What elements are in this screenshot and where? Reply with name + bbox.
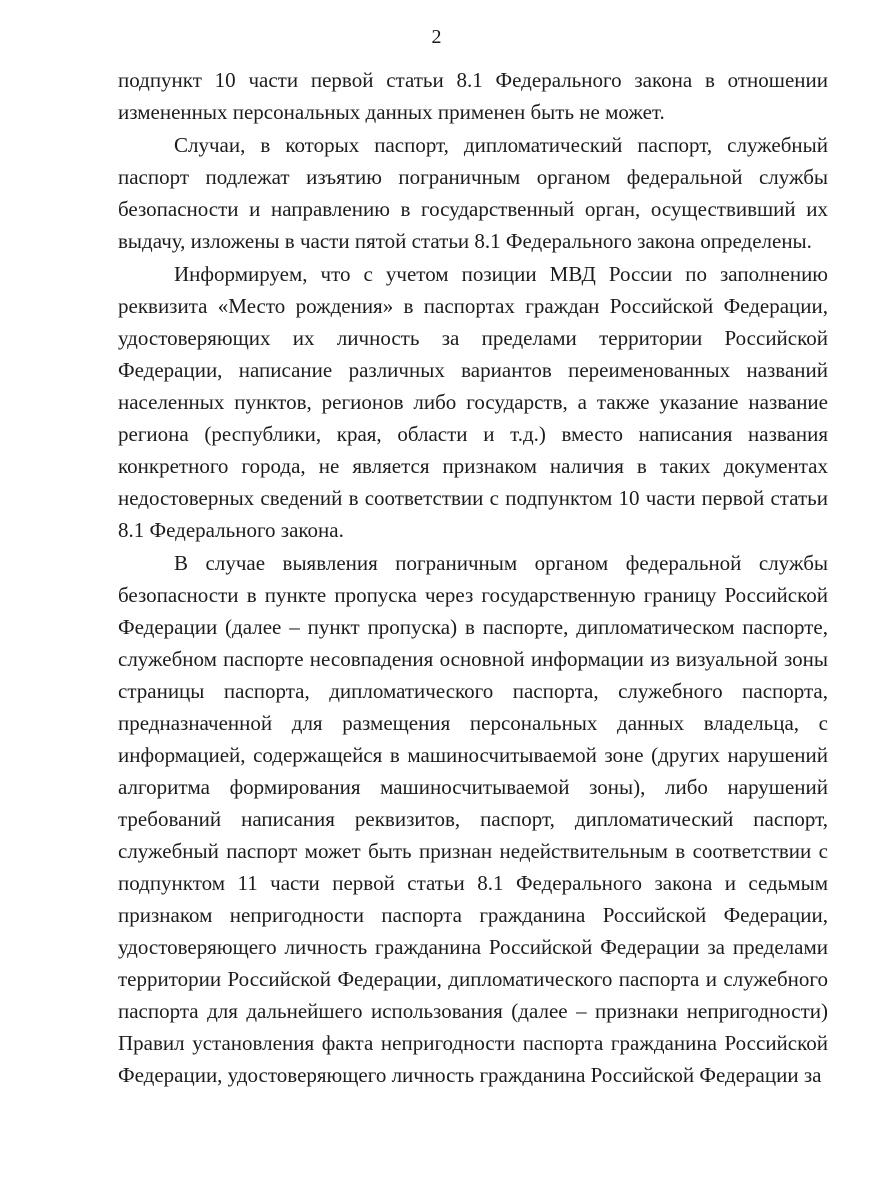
document-body: [118, 64, 828, 1091]
paragraph-seizure-cases: Случаи, в которых паспорт, дипломатический паспорт, служебный паспорт подлежат изъятию пограничным органом федеральной службы безопасности и направлению в государственный орган, осуществивший их выдачу, изложены в части пятой статьи 8.1 Федерального закона определены.: [118, 133, 828, 253]
paragraph-continuation: подпункт 10 части первой статьи 8.1 Федерального закона в отношении измененных персональных данных применен быть не может.: [118, 68, 828, 124]
paragraph-border-inspection: В случае выявления пограничным органом федеральной службы безопасности в пункте пропуска через государственную границу Российской Федерации (далее – пункт пропуска) в паспорте, дипломатическом паспорте, служебном паспорте несовпадения основной информации из визуальной зоны страницы паспорта, дипломатического паспорта, служебного паспорта, предназначенной для размещения персональных данных владельца, с информацией, содержащейся в машиносчитываемой зоне (других нарушений алгоритма формирования машиносчитываемой зоны), либо нарушений требований написания реквизитов, паспорт, дипломатический паспорт, служебный паспорт может быть признан недействительным в соответствии с подпунктом 11 части первой статьи 8.1 Федерального закона и седьмым признаком непригодности паспорта гражданина Российской Федерации, удостоверяющего личность гражданина Российской Федерации за пределами территории Российской Федерации, дипломатического паспорта и служебного паспорта для дальнейшего использования (далее – признаки непригодности) Правил установления факта непригодности паспорта гражданина Российской Федерации, удостоверяющего личность гражданина Российской Федерации за: [118, 551, 828, 1087]
paragraph-place-of-birth: Информируем, что с учетом позиции МВД России по заполнению реквизита «Место рождения» в паспортах граждан Российской Федерации, удостоверяющих их личность за пределами территории Российской Федерации, написание различных вариантов переименованных названий населенных пунктов, регионов либо государств, а также указание название региона (республики, края, области и т.д.) вместо написания названия конкретного города, не является признаком наличия в таких документах недостоверных сведений в соответствии с подпунктом 10 части первой статьи 8.1 Федерального закона.: [118, 262, 828, 542]
page-number: 2: [431, 26, 442, 48]
